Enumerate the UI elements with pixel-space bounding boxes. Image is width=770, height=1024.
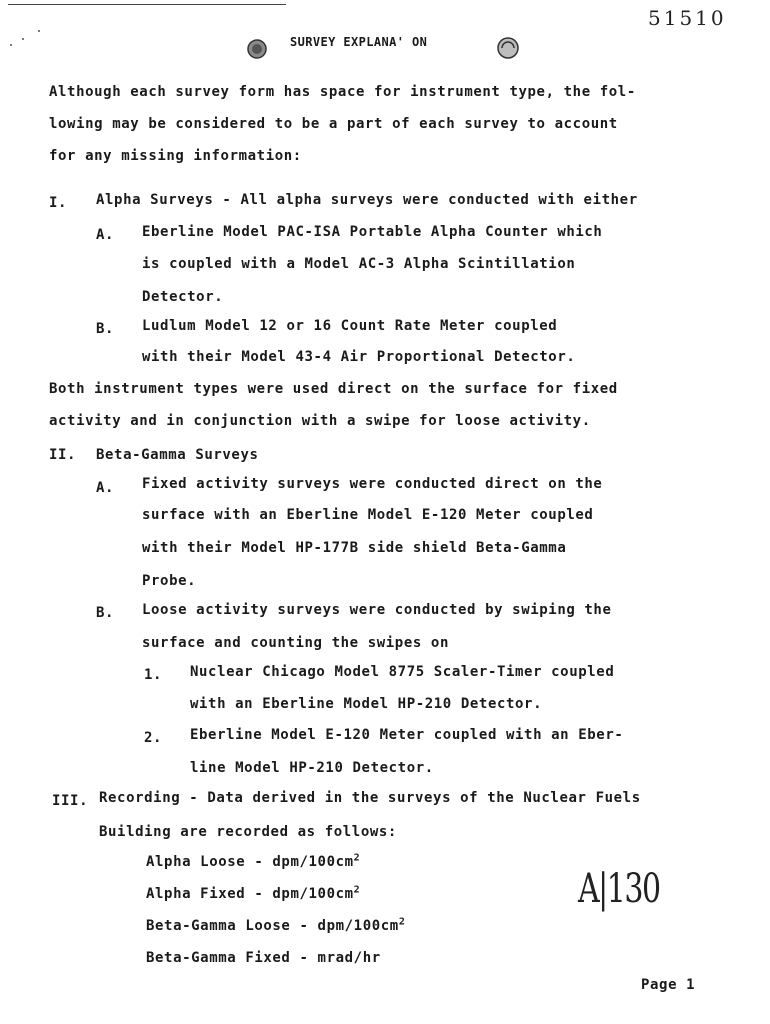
sub-item-label: 2. [144,730,163,746]
sub-item-line: line Model HP-210 Detector. [190,760,434,776]
body-line: activity and in conjunction with a swipe for loose activity. [49,413,591,429]
section-numeral: III. [52,793,89,809]
record-line [146,854,360,870]
item-line: surface and counting the swipes on [142,635,449,651]
intro-line: lowing may be considered to be a part of each survey to account [49,116,618,132]
item-line: Detector. [142,289,224,305]
record-text: Beta-Gamma Loose - dpm/100cm [146,918,399,934]
item-line: Fixed activity surveys were conducted direct on the [142,476,603,492]
record-line [146,886,360,902]
section-numeral: II. [49,447,77,463]
seal-icon-left [246,38,268,60]
section-heading: Alpha Surveys - All alpha surveys were conducted with either [96,192,638,208]
seal-icon-right [496,36,520,60]
record-text: Alpha Fixed - dpm/100cm [146,886,354,902]
item-label: B. [96,321,115,337]
intro-line: for any missing information: [49,148,302,164]
item-line: Eberline Model PAC-ISA Portable Alpha Counter which [142,224,603,240]
item-label: A. [96,480,115,496]
corner-handwriting: 51510 [648,6,727,30]
section-heading-continued: Building are recorded as follows: [99,824,397,840]
record-superscript: 2 [353,852,361,864]
item-label: B. [96,605,115,621]
speck [38,30,40,32]
record-line [146,918,405,934]
item-line: with their Model 43-4 Air Proportional Detector. [142,349,576,365]
page-number: Page 1 [641,977,696,993]
section-numeral: I. [49,195,68,211]
record-text: Alpha Loose - dpm/100cm [146,854,354,870]
intro-line: Although each survey form has space for instrument type, the fol- [49,84,636,100]
top-rule [8,4,286,5]
record-text: Beta-Gamma Fixed - mrad/hr [146,950,381,966]
record-line [146,950,381,966]
item-label: A. [96,227,115,243]
record-superscript: 2 [353,884,361,896]
item-line: with their Model HP-177B side shield Beta-Gamma [142,540,567,556]
section-heading: Beta-Gamma Surveys [96,447,259,463]
item-line: Loose activity surveys were conducted by swiping the [142,602,612,618]
body-line: Both instrument types were used direct on the surface for fixed [49,381,618,397]
item-line: Probe. [142,573,197,589]
sub-item-label: 1. [144,667,163,683]
item-line: Ludlum Model 12 or 16 Count Rate Meter coupled [142,318,558,334]
record-superscript: 2 [398,916,406,928]
page-title: SURVEY EXPLANA' ON [290,35,428,49]
item-line: surface with an Eberline Model E-120 Meter coupled [142,507,594,523]
handwritten-mark: A|130 [578,866,660,912]
speck [22,38,24,40]
section-heading: Recording - Data derived in the surveys of the Nuclear Fuels [99,790,641,806]
speck [10,44,12,46]
item-line: is coupled with a Model AC-3 Alpha Scintillation [142,256,576,272]
sub-item-line: with an Eberline Model HP-210 Detector. [190,696,543,712]
sub-item-line: Eberline Model E-120 Meter coupled with an Eber- [190,727,624,743]
sub-item-line: Nuclear Chicago Model 8775 Scaler-Timer coupled [190,664,615,680]
